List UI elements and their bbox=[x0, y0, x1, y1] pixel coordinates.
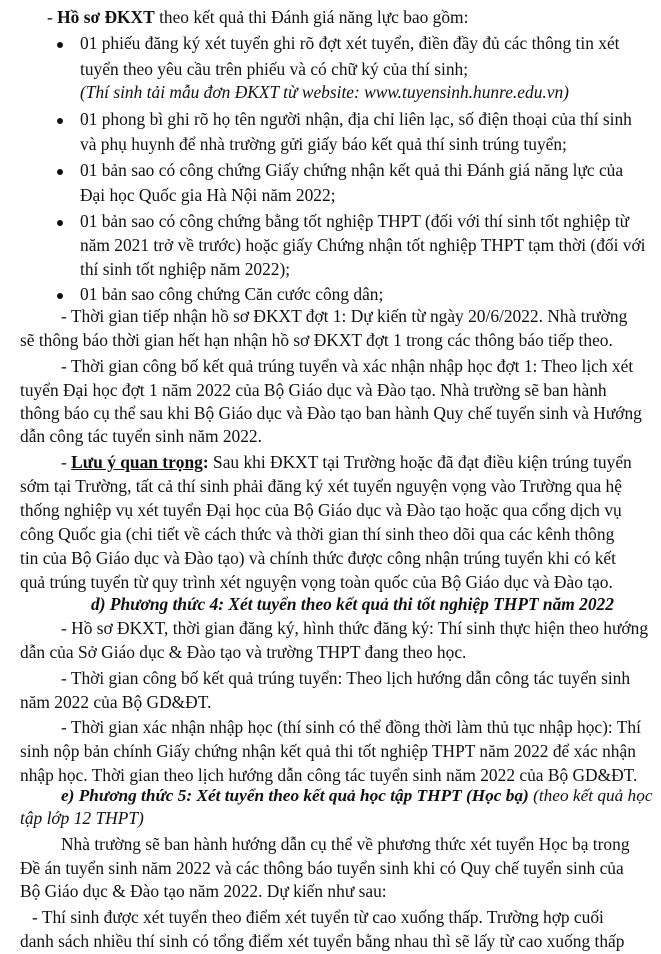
d-hoso-line-2: dẫn của Sở Giáo dục & Đào tạo và trường THPT đang theo học. bbox=[20, 642, 467, 662]
luu-y-line-3: thống nghiệp vụ xét tuyển Đại học của Bộ Giáo dục và Đào tạo hoặc qua cổng dịch vụ bbox=[20, 500, 622, 520]
bullet-3-line-2: Đại học Quốc gia Hà Nội năm 2022; bbox=[80, 185, 336, 205]
bullet-1-line-2: tuyển theo yêu cầu trên phiếu và có chữ ký của thí sinh; bbox=[80, 59, 469, 79]
bullet-2-line-1: 01 phong bì ghi rõ họ tên người nhận, địa chỉ liên lạc, số điện thoại của thí sinh bbox=[80, 109, 632, 129]
heading-e-italic: (theo kết quả học bbox=[528, 786, 653, 805]
e-intro-line-1: Nhà trường sẽ ban hành hướng dẫn cụ thể về phương thức xét tuyển Học bạ trong bbox=[61, 834, 630, 854]
d-xacnhan-line-2: sinh nộp bản chính Giấy chứng nhận kết quả thi tốt nghiệp THPT năm 2022 để xác nhận bbox=[20, 741, 636, 761]
ho-so-title: Hồ sơ ĐKXT bbox=[57, 7, 155, 27]
cong-bo-line-1: - Thời gian công bố kết quả trúng tuyển và xác nhận nhập học đợt 1: Theo lịch xét bbox=[61, 356, 634, 376]
luu-y-colon: : bbox=[202, 452, 209, 472]
bullet-dot-icon bbox=[57, 220, 63, 226]
bullet-4-line-2: năm 2021 trở về trước) hoặc giấy Chứng nhận tốt nghiệp THPT tạm thời (đối với bbox=[80, 235, 646, 255]
d-xacnhan-line-1: - Thời gian xác nhận nhập học (thí sinh có thể đồng thời làm thủ tục nhập học): Thí bbox=[61, 717, 641, 737]
heading-phuong-thuc-5 bbox=[61, 783, 653, 809]
bullet-2-line-2: và phụ huynh để nhà trường gửi giấy báo kết quả thí sinh trúng tuyển; bbox=[80, 134, 567, 154]
bullet-dot-icon bbox=[57, 118, 63, 124]
luu-y-dash: - bbox=[61, 452, 72, 472]
luu-y-line-5: tin của Bộ Giáo dục và Đào tạo) và chính thức được công nhận trúng tuyển khi có kết bbox=[20, 548, 616, 568]
bullet-1-line-1: 01 phiếu đăng ký xét tuyển ghi rõ đợt xét tuyển, điền đầy đủ các thông tin xét bbox=[80, 33, 620, 53]
bullet-dot-icon bbox=[57, 293, 63, 299]
bullet-4-line-1: 01 bản sao có công chứng bằng tốt nghiệp THPT (đối với thí sinh tốt nghiệp từ bbox=[80, 211, 630, 231]
luu-y-line-2: sớm tại Trường, tất cả thí sinh phải đăng ký xét tuyển nguyện vọng vào Trường qua hệ bbox=[20, 476, 622, 496]
bullet-dot-icon bbox=[57, 169, 63, 175]
bullet-4-line-3: thí sinh tốt nghiệp năm 2022); bbox=[80, 259, 291, 279]
cong-bo-line-4: dẫn công tác tuyển sinh năm 2022. bbox=[20, 426, 262, 446]
bullet-1-note: (Thí sinh tải mẫu đơn ĐKXT từ website: www.tuyensinh.hunre.edu.vn) bbox=[80, 82, 569, 102]
cong-bo-line-2: tuyển Đại học đợt 1 năm 2022 của Bộ Giáo dục và Đào tạo. Nhà trường sẽ ban hành bbox=[20, 380, 607, 400]
tiep-nhan-line-1: - Thời gian tiếp nhận hồ sơ ĐKXT đợt 1: Dự kiến từ ngày 20/6/2022. Nhà trường bbox=[61, 306, 628, 326]
ho-so-heading bbox=[47, 4, 468, 30]
bullet-3-line-1: 01 bản sao có công chứng Giấy chứng nhận kết quả thi Đánh giá năng lực của bbox=[80, 160, 624, 180]
luu-y-line-6: quả trúng tuyển từ quy trình xét nguyện vọng toàn quốc của Bộ Giáo dục và Đào tạo. bbox=[20, 572, 613, 592]
bullet-dot-icon bbox=[57, 42, 63, 48]
heading-phuong-thuc-4: d) Phương thức 4: Xét tuyển theo kết quả thi tốt nghiệp THPT năm 2022 bbox=[91, 594, 614, 614]
luu-y-first-rest: Sau khi ĐKXT tại Trường hoặc đã đạt điều kiện trúng tuyển bbox=[208, 452, 632, 472]
cong-bo-line-3: thông báo cụ thể sau khi Bộ Giáo dục và Đào tạo ban hành Quy chế tuyển sinh và Hướng bbox=[20, 403, 642, 423]
d-congbo-line-2: năm 2022 của Bộ GD&ĐT. bbox=[20, 692, 212, 712]
e-diem-line-2: danh sách nhiều thí sinh có tổng điểm xét tuyển bằng nhau thì sẽ lấy từ cao xuống thấp bbox=[20, 931, 625, 951]
d-congbo-line-1: - Thời gian công bố kết quả trúng tuyển: Theo lịch hướng dẫn công tác tuyển sinh bbox=[61, 668, 631, 688]
e-intro-line-3: Bộ Giáo dục & Đào tạo năm 2022. Dự kiến như sau: bbox=[20, 881, 387, 901]
heading-e-bold: e) Phương thức 5: Xét tuyển theo kết quả học tập THPT (Học bạ) bbox=[61, 786, 529, 805]
tiep-nhan-line-2: sẽ thông báo thời gian hết hạn nhận hồ sơ ĐKXT đợt 1 trong các thông báo tiếp theo. bbox=[20, 330, 613, 350]
heading-e-line-2: tập lớp 12 THPT) bbox=[20, 808, 144, 828]
e-diem-line-1: - Thí sinh được xét tuyển theo điểm xét tuyển từ cao xuống thấp. Trường hợp cuối bbox=[32, 907, 604, 927]
d-xacnhan-line-3: nhập học. Thời gian theo lịch hướng dẫn công tác tuyển sinh năm 2022 của Bộ GD&ĐT. bbox=[20, 765, 638, 785]
luu-y-line-4: công Quốc gia (chi tiết về cách thức và thời gian thí sinh theo dõi qua các kênh thông bbox=[20, 524, 615, 544]
ho-so-dash: - bbox=[47, 7, 53, 27]
e-intro-line-2: Đề án tuyển sinh năm 2022 và các thông báo tuyển sinh khi có Quy chế tuyển sinh của bbox=[20, 858, 624, 878]
luu-y-label: Lưu ý quan trọng bbox=[71, 452, 203, 472]
d-hoso-line-1: - Hồ sơ ĐKXT, thời gian đăng ký, hình thức đăng ký: Thí sinh thực hiện theo hướng bbox=[61, 618, 649, 638]
luu-y-line-1 bbox=[61, 449, 632, 475]
bullet-5-line-1: 01 bản sao công chứng Căn cước công dân; bbox=[80, 284, 384, 304]
ho-so-rest: theo kết quả thi Đánh giá năng lực bao gồm: bbox=[154, 7, 469, 27]
